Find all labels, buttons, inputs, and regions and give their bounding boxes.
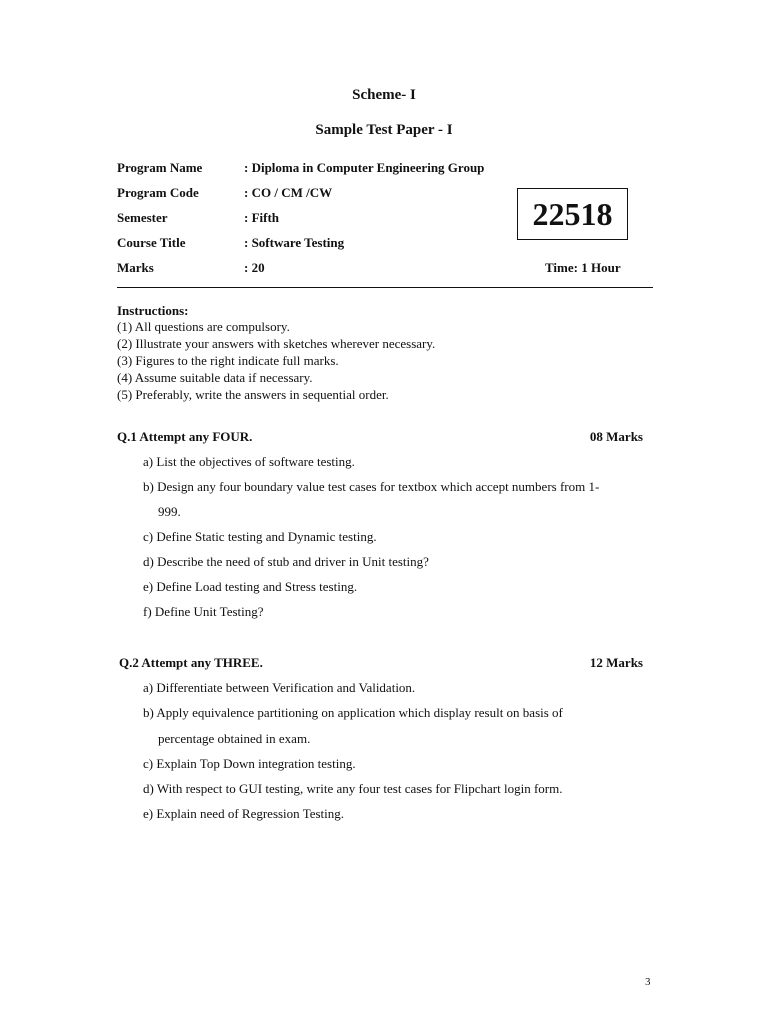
q1-item: b) Design any four boundary value test cases for textbox which accept numbers from 1- (143, 479, 600, 494)
marks-label: Marks (117, 260, 154, 275)
q2-item-continuation: percentage obtained in exam. (158, 731, 311, 746)
scheme-heading: Scheme- I (352, 87, 416, 103)
q2-item: a) Differentiate between Verification and Validation. (143, 680, 416, 695)
q1-item: f) Define Unit Testing? (143, 604, 264, 619)
q2-marks: 12 Marks (589, 655, 643, 670)
q1-item: d) Describe the need of stub and driver in Unit testing? (143, 554, 429, 569)
paper-title: Sample Test Paper - I (315, 122, 453, 138)
q2-item: e) Explain need of Regression Testing. (143, 806, 345, 821)
program-name-label: Program Name (117, 160, 203, 175)
program-name-value: : Diploma in Computer Engineering Group (244, 160, 485, 175)
q2-item: b) Apply equivalence partitioning on application which display result on basis of (143, 705, 563, 720)
q1-item-continuation: 999. (158, 504, 181, 519)
q1-marks: 08 Marks (589, 429, 643, 444)
semester-label: Semester (117, 210, 168, 225)
q1-item: e) Define Load testing and Stress testing. (143, 579, 358, 594)
instructions-heading: Instructions: (117, 303, 189, 318)
time-label: Time: 1 Hour (545, 260, 621, 275)
instruction-item: (3) Figures to the right indicate full marks. (117, 353, 339, 368)
marks-value: : 20 (244, 260, 265, 275)
instruction-item: (1) All questions are compulsory. (117, 319, 290, 334)
instruction-item: (2) Illustrate your answers with sketches wherever necessary. (117, 336, 436, 351)
semester-value: : Fifth (244, 210, 280, 225)
header-divider (117, 287, 653, 288)
instruction-item: (4) Assume suitable data if necessary. (117, 370, 313, 385)
course-title-value: : Software Testing (244, 235, 345, 250)
q2-heading: Q.2 Attempt any THREE. (119, 655, 263, 670)
program-code-value: : CO / CM /CW (244, 185, 333, 200)
q1-item: c) Define Static testing and Dynamic testing. (143, 529, 377, 544)
course-title-label: Course Title (117, 235, 186, 250)
q2-item: d) With respect to GUI testing, write any four test cases for Flipchart login form. (143, 781, 563, 796)
program-code-label: Program Code (117, 185, 199, 200)
course-code-box: 22518 (517, 188, 628, 240)
q1-item: a) List the objectives of software testing. (143, 454, 355, 469)
instruction-item: (5) Preferably, write the answers in sequential order. (117, 387, 389, 402)
q2-item: c) Explain Top Down integration testing. (143, 756, 356, 771)
page-number: 3 (645, 976, 651, 988)
q1-heading: Q.1 Attempt any FOUR. (117, 429, 253, 444)
